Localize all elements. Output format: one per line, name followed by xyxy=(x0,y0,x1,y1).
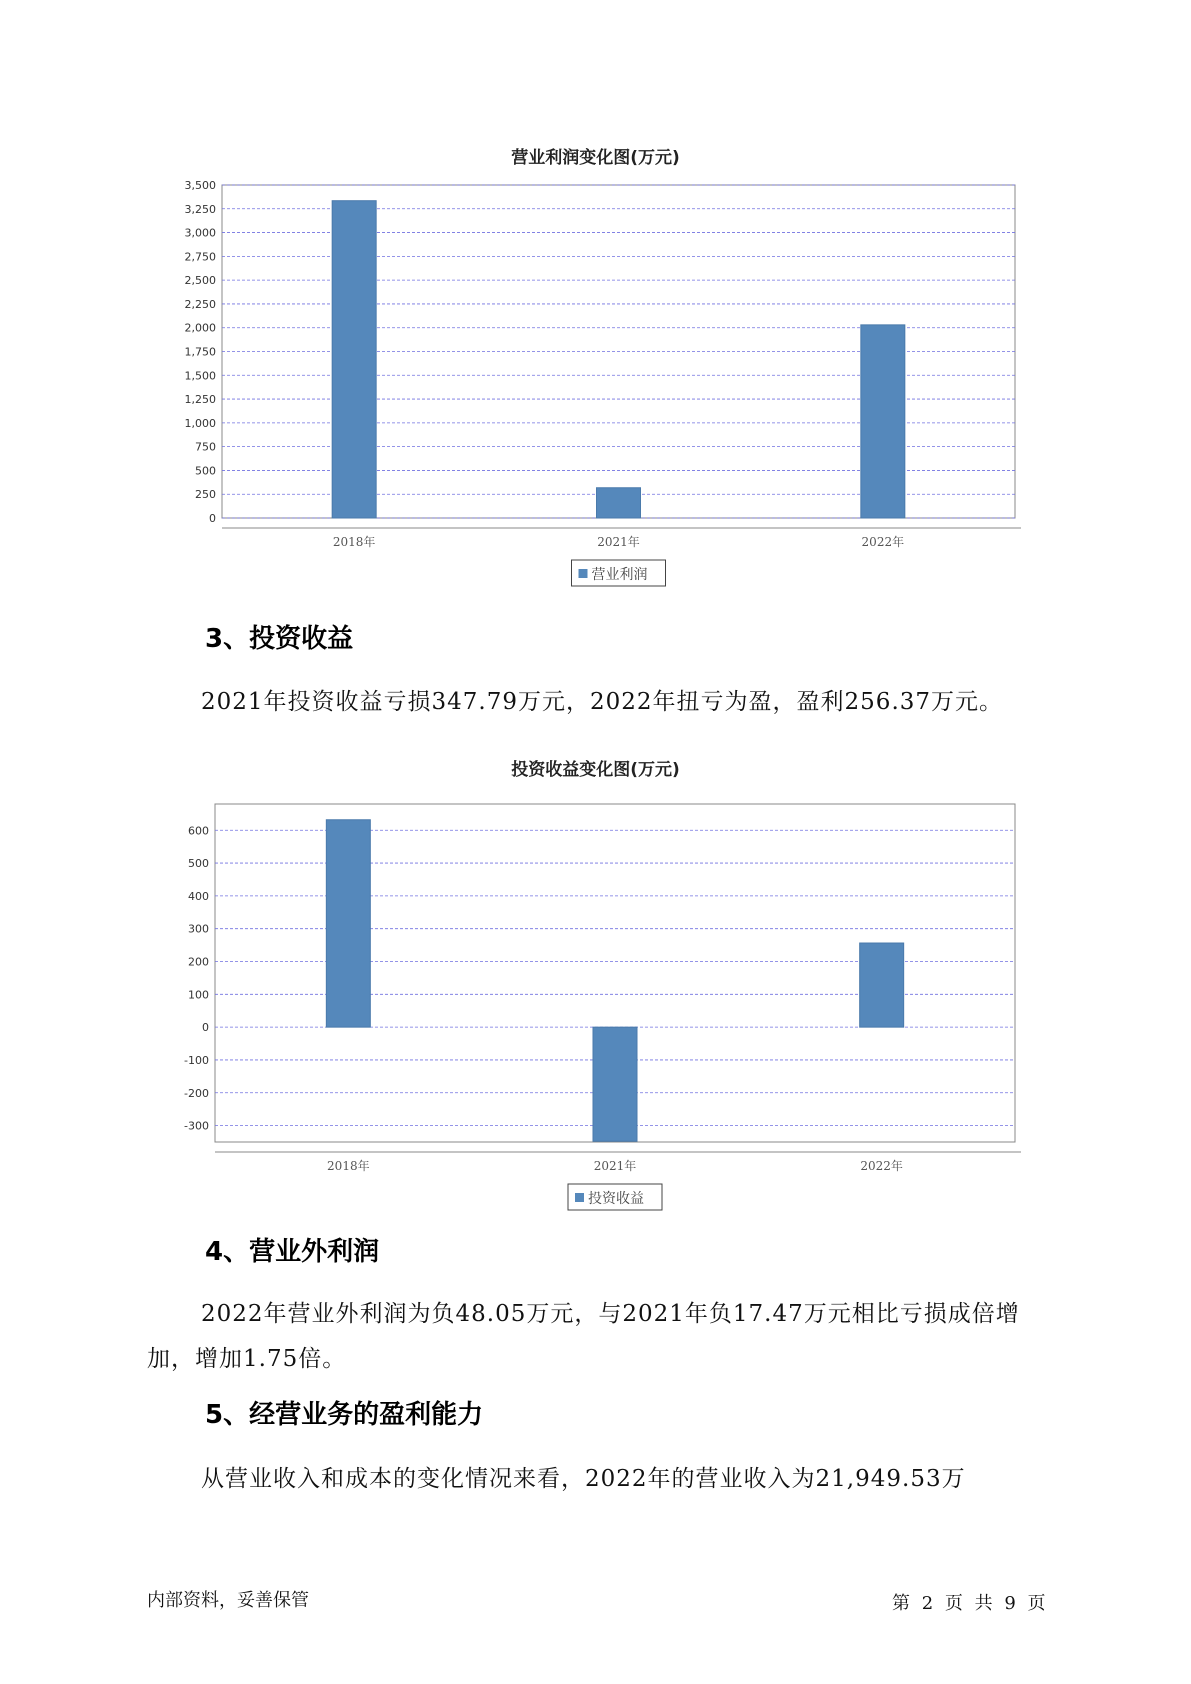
section-5-heading: 5、经营业务的盈利能力 xyxy=(205,1400,484,1430)
operating-profit-chart xyxy=(0,170,1191,590)
bar xyxy=(597,488,641,518)
bar xyxy=(326,820,370,1027)
y-tick-label: 1,500 xyxy=(184,369,216,383)
y-tick-label: 250 xyxy=(195,488,216,502)
section-5-text: 从营业收入和成本的变化情况来看，2022年的营业收入为21,949.53万 xyxy=(201,1466,966,1492)
y-tick-label: 0 xyxy=(209,512,216,525)
bar xyxy=(593,1027,637,1141)
x-category-label: 2018年 xyxy=(327,1159,370,1173)
y-tick-label: 1,000 xyxy=(184,416,216,430)
bar xyxy=(332,201,376,518)
y-tick-label: 2,250 xyxy=(184,297,216,311)
section-4-text: 2022年营业外利润为负48.05万元，与2021年负17.47万元相比亏损成倍增加，增加1.75倍。 xyxy=(147,1301,1020,1372)
footer-confidential: 内部资料，妥善保管 xyxy=(147,1590,309,1611)
y-tick-label: 750 xyxy=(195,440,216,454)
y-tick-label: 500 xyxy=(188,857,209,871)
section-4-heading: 4、营业外利润 xyxy=(205,1237,380,1267)
y-tick-label: 1,250 xyxy=(184,393,216,407)
y-tick-label: 500 xyxy=(195,464,216,478)
y-tick-label: 3,000 xyxy=(184,226,216,240)
y-tick-label: -100 xyxy=(184,1053,209,1067)
x-category-label: 2018年 xyxy=(332,535,376,549)
y-tick-label: 3,250 xyxy=(184,202,216,216)
x-category-label: 2021年 xyxy=(597,535,640,549)
y-tick-label: 300 xyxy=(188,922,209,936)
y-tick-label: 0 xyxy=(202,1021,209,1035)
y-tick-label: 100 xyxy=(188,988,209,1002)
section-3-text: 2021年投资收益亏损347.79万元，2022年扭亏为盈，盈利256.37万元。 xyxy=(201,689,1004,715)
chart1-title: 营业利润变化图(万元) xyxy=(511,148,680,168)
y-tick-label: 3,500 xyxy=(184,179,216,192)
y-tick-label: -300 xyxy=(184,1119,209,1133)
x-category-label: 2021年 xyxy=(593,1159,637,1173)
legend-label: 营业利润 xyxy=(591,567,648,583)
y-tick-label: 200 xyxy=(188,955,209,969)
y-tick-label: 2,500 xyxy=(184,274,216,288)
y-tick-label: 400 xyxy=(188,889,209,903)
bar xyxy=(860,943,904,1027)
y-tick-label: 1,750 xyxy=(184,345,216,359)
x-category-label: 2022年 xyxy=(860,1159,903,1173)
legend-label: 投资收益 xyxy=(588,1191,644,1207)
bar xyxy=(861,325,905,518)
y-tick-label: -200 xyxy=(184,1086,209,1100)
chart2-title: 投资收益变化图(万元) xyxy=(511,760,680,780)
legend-swatch xyxy=(579,569,588,578)
footer-page-number: 第 2 页 共 9 页 xyxy=(892,1593,1046,1614)
y-tick-label: 2,000 xyxy=(184,321,216,335)
y-tick-label: 2,750 xyxy=(184,250,216,264)
y-tick-label: 600 xyxy=(188,824,209,838)
legend-swatch xyxy=(575,1193,584,1202)
investment-income-chart xyxy=(0,780,1191,1207)
x-category-label: 2022年 xyxy=(861,535,905,549)
section-3-heading: 3、投资收益 xyxy=(205,624,354,654)
